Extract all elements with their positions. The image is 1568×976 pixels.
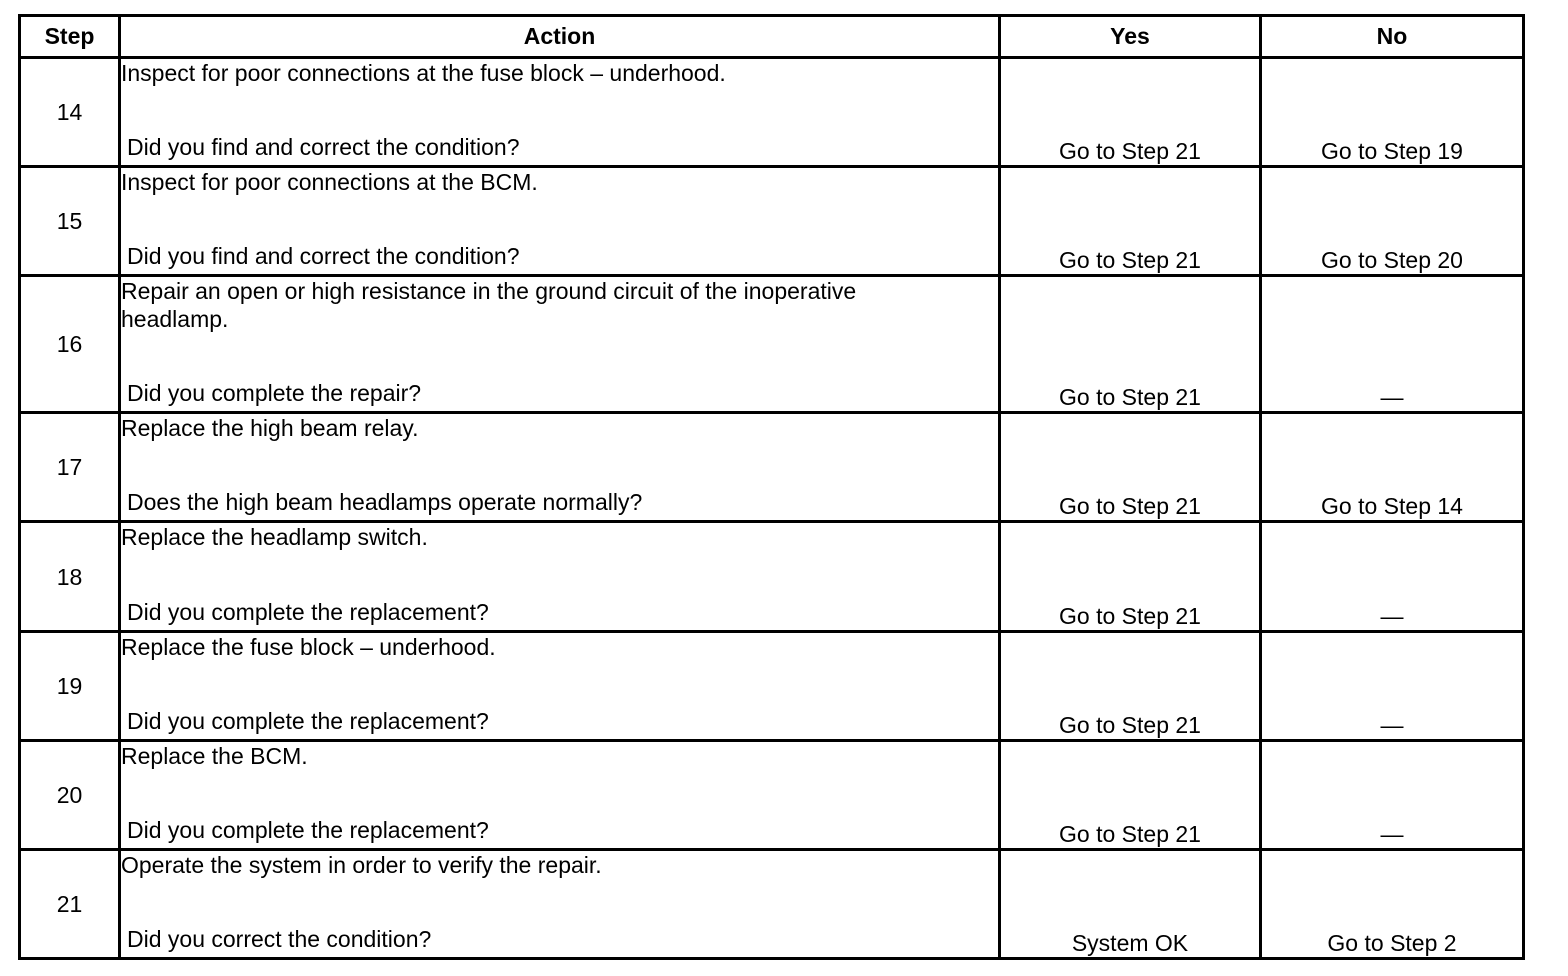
question-text: Did you complete the replacement?	[127, 707, 489, 734]
question-text: Did you complete the replacement?	[127, 598, 489, 625]
action-cell	[120, 413, 1000, 522]
step-number: 18	[20, 522, 120, 631]
no-result: Go to Step 19	[1261, 58, 1524, 167]
action-cell	[120, 167, 1000, 276]
no-result: Go to Step 20	[1261, 167, 1524, 276]
table-row	[20, 522, 1524, 631]
question-text: Did you correct the condition?	[127, 926, 432, 952]
question-text: Does the high beam headlamps operate normally?	[127, 489, 643, 516]
table-row	[20, 276, 1524, 413]
action-cell	[120, 522, 1000, 631]
step-number: 20	[20, 740, 120, 849]
table-row	[20, 849, 1524, 958]
step-number: 16	[20, 276, 120, 413]
question-text: Did you find and correct the condition?	[127, 243, 520, 270]
yes-result: Go to Step 21	[1000, 522, 1261, 631]
question-text: Did you complete the repair?	[127, 380, 422, 407]
action-cell	[120, 631, 1000, 740]
no-result: —	[1261, 631, 1524, 740]
header-action: Action	[120, 16, 1000, 58]
table-row	[20, 167, 1524, 276]
no-result: Go to Step 14	[1261, 413, 1524, 522]
action-text: Replace the fuse block – underhood.	[121, 633, 496, 660]
header-row	[20, 16, 1524, 58]
yes-result: Go to Step 21	[1000, 631, 1261, 740]
table-row	[20, 58, 1524, 167]
action-text: Replace the high beam relay.	[121, 415, 419, 442]
action-cell	[120, 276, 1000, 413]
step-number: 15	[20, 167, 120, 276]
yes-result: Go to Step 21	[1000, 413, 1261, 522]
diagnostic-table-container	[18, 14, 1522, 960]
step-number: 17	[20, 413, 120, 522]
action-text: Operate the system in order to verify the repair.	[121, 851, 602, 878]
step-number: 21	[20, 849, 120, 958]
header-yes: Yes	[1000, 16, 1261, 58]
action-text: Repair an open or high resistance in the ground circuit of the inoperative headlamp.	[121, 278, 857, 333]
no-result: —	[1261, 522, 1524, 631]
table-row	[20, 740, 1524, 849]
action-text: Replace the BCM.	[121, 742, 308, 769]
action-text: Inspect for poor connections at the BCM.	[121, 169, 538, 196]
step-number: 14	[20, 58, 120, 167]
header-step: Step	[20, 16, 120, 58]
no-result: Go to Step 2	[1261, 849, 1524, 958]
action-text: Inspect for poor connections at the fuse block – underhood.	[121, 60, 726, 86]
step-number: 19	[20, 631, 120, 740]
diagnostic-table	[18, 14, 1525, 960]
yes-result: Go to Step 21	[1000, 740, 1261, 849]
question-text: Did you find and correct the condition?	[127, 134, 520, 161]
header-no: No	[1261, 16, 1524, 58]
yes-result: Go to Step 21	[1000, 58, 1261, 167]
action-cell	[120, 740, 1000, 849]
no-result: —	[1261, 740, 1524, 849]
table-row	[20, 413, 1524, 522]
action-text: Replace the headlamp switch.	[121, 524, 428, 551]
question-text: Did you complete the replacement?	[127, 816, 489, 843]
yes-result: Go to Step 21	[1000, 276, 1261, 413]
yes-result: System OK	[1000, 849, 1261, 958]
action-cell	[120, 849, 1000, 958]
no-result: —	[1261, 276, 1524, 413]
action-cell	[120, 58, 1000, 167]
yes-result: Go to Step 21	[1000, 167, 1261, 276]
table-row	[20, 631, 1524, 740]
